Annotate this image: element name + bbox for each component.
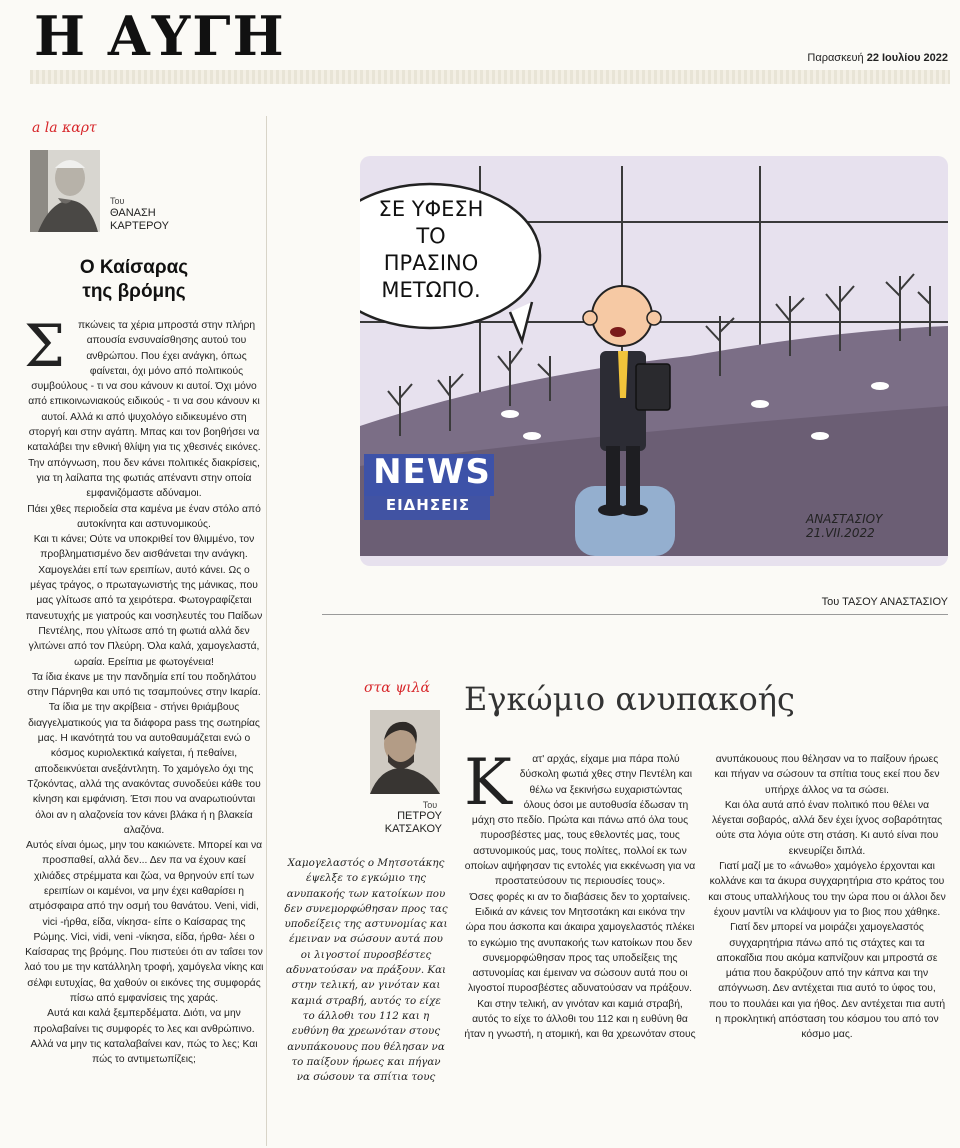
paragraph: Όσες φορές κι αν το διαβάσεις δεν το χορταίνεις. Ειδικά αν κάνεις τον Μητσοτάκη και εικόνα την ώρα που άσκοπα και άκαιρα χαμογελαστός πλέκει το εγκώμιο της ανυπακοής των κατοίκων που δεν συνεμορφώθησαν προς τας υποδείξεις της αστυνομίας και έμειναν να σώσουν αυτά που οι λιγοστοί πυροσβέστες αδυνατούσαν να πράξουν. Και στην τελική, αν γινόταν και καμιά στραβή, αυτός το είχε το άλλοθι του 112 και η ευθύνη θα ήταν η γνωστή, η ατομική, και θα χρεωνόταν στους xyxy=(464,891,696,1041)
section-label-alacarte: a la καρτ xyxy=(32,120,97,136)
signature-date: 21.VII.2022 xyxy=(806,526,875,540)
paragraph: Τα ίδια έκανε με την πανδημία επί του ποδηλάτου στην Πάρνηθα και υπό τις τσαμπούνες στην Ικαρία. Τα ίδια με την ακρίβεια - στήνει θριάμβους διαγγελματικούς για τα διάφορα pass της σωτηρίας μας. Η ικανότητά του να αυτοθαυμάζεται ενώ ο κόσμος κυριολεκτικά καίγεται, ή πεθαίνει, αποδεικνύεται ανεξάντλητη. Το χαμόγελο όχι της Τζοκόντας, αλλά της ανακόντας συνοδεύει κάθε του κίνηση και εμφάνιση. Έτσι που να αναρωτιούνται όλοι αν η αλαζονεία τον κάνει βλάκα ή η βλακεία αλαζόνα. xyxy=(27,671,261,836)
masthead: Η ΑΥΓΗ xyxy=(34,4,286,68)
cartoonist-signature xyxy=(806,512,926,540)
author-photo-karteros xyxy=(30,150,100,232)
article-body-egkomio-col1 xyxy=(464,752,696,1148)
paragraph: ατ' αρχάς, είχαμε μια πάρα πολύ δύσκολη φωτιά χθες στην Πεντέλη και θέλω να ξεκινήσω ευχαριστώντας όλους όσοι με αυτοθυσία έδωσαν τη μάχη στο πεδίο. Πρώτα και πάνω από όλα τους πυροσβέστες μας, τους εθελοντές μας, τους αστυνομικούς μας, τους πολίτες, πολλοί εκ των οποίων αψήφησαν τις εντολές για εκκένωση για να προστατεύσουν τις περιουσίες τους». xyxy=(464,754,696,888)
pull-quote: Χαμογελαστός ο Μητσοτάκης έψελξε το εγκώμιο της ανυπακοής των κατοίκων που δεν συνεμορφώθησαν προς τας υποδείξεις της αστυνομίας και έμειναν να σώσουν αυτά που οι λιγοστοί πυροσβέστες αδυνατούσαν να πράξουν. Και στην τελική, αν γινόταν και καμιά στραβή, αυτός το είχε το άλλοθι του 112 και η ευθύνη θα χρεωνόταν στους ανυπάκουους που θέλησαν να το παίξουν ήρωες και πήγαν να σώσουν τα σπίτια τους xyxy=(284,857,448,1084)
paragraph: Πάει χθες περιοδεία στα καμένα με έναν στόλο από αυτοκίνητα και αστυνομικούς. xyxy=(27,503,261,530)
paragraph: ανυπάκουους που θέλησαν να το παίξουν ήρωες και πήγαν να σώσουν τα σπίτια τους εκεί που δεν υπήρχε άλλος να τα σώσει. xyxy=(714,754,940,796)
author-name-line2: ΚΑΡΤΕΡΟΥ xyxy=(110,220,169,232)
column-divider xyxy=(266,116,267,1146)
author-name-line1: ΘΑΝΑΣΗ xyxy=(110,207,156,219)
section-divider xyxy=(322,614,948,615)
article-title-kaisaras xyxy=(24,256,244,304)
speech-line1: ΣΕ ΥΦΕΣΗ xyxy=(378,197,484,221)
dropcap: Κ xyxy=(464,752,512,820)
author-photo-katsakos xyxy=(370,710,440,794)
title-line1: Ο Καίσαρας xyxy=(79,257,189,278)
credit-prefix: Του xyxy=(821,596,840,608)
article-body-kaisaras xyxy=(24,318,264,1146)
paragraph: Και τι κάνει; Ούτε να υποκριθεί τον θλιμμένο, τον προβληματισμένο δεν αισθάνεται την ανάγκη. Χαμογελάει επί των ερειπίων, αυτό κάνει. Ως ο μέγας τράγος, ο πρωταγωνιστής της μάνικας, που μας γλίτωσε από τα χειρότερα. Φωτογραφίζεται πανευτυχής με γιατρούς και νοσηλευτές του Παίδων Πεντέλης, που γλίτωσε από τη φωτιά αλλά δεν γλιτώνει από τον Πλεύρη. Όλα καλά, χαμογελαστά, ωραία. Ερείπια με φωτογένεια! xyxy=(25,534,263,668)
paragraph: πκώνεις τα χέρια μπροστά στην πλήρη απουσία ενσυναίσθησης αυτού του ανθρώπου. Που έχει ανάγκη, όπως φαίνεται, όχι μόνο από πολιτικούς συμβούλους - τι να σου κάνουν κι αυτοί. Όχι μόνο από επικοινωνιακούς ειδικούς - τι να σου κάνουν κι αυτοί. Αλλά κι από ψυχολόγο ειδικευμένο στη στοργή και στην αγάπη. Μπας και τον βοηθήσει να καταλάβει την εθνική θλίψη για τις χθεσινές εικόνες. Την απόγνωση, που δεν κάνει πολιτικές διακρίσεις, για τη λαίλαπα της φωτιάς απέναντι στην οποία εμφανιζόμαστε αδύναμοι. xyxy=(27,320,261,500)
speech-line3: ΜΕΤΩΠΟ. xyxy=(381,278,481,302)
speech-bubble xyxy=(366,196,496,304)
cartoon-credit xyxy=(822,596,948,608)
credit-name: ΤΑΣΟΥ ΑΝΑΣΤΑΣΙΟΥ xyxy=(842,596,948,608)
section-label-stapsila: στα ψιλά xyxy=(364,680,431,696)
author-prefix: Του xyxy=(110,196,125,206)
paragraph: Αυτά και καλά ξεμπερδέματα. Διότι, να μην προλαβαίνει τις συμφορές το λες και ανθρώπινο. Αλλά να μην τις καταλαβαίνει καν, πώς το λες; Και πώς το αντιμετωπίζεις; xyxy=(30,1008,258,1066)
author-prefix: Του xyxy=(422,800,438,810)
author-name-line1: ΠΕΤΡΟΥ xyxy=(397,810,442,822)
dateline xyxy=(807,52,948,64)
news-sublogo: ΕΙΔΗΣΕΙΣ xyxy=(385,496,471,514)
cartoon xyxy=(360,136,948,586)
paragraph: Γιατί μαζί με το «άνωθο» χαμόγελο έρχονται και κολλάνε και τα άκυρα συγχαρητήρια στο κράτος του και στους υπαλλήλους του την ώρα που οι άλλοι δεν έχουν μαντίλι να κλάψουν για το βιος που χάθηκε. xyxy=(708,861,946,918)
speech-line2: ΤΟ ΠΡΑΣΙΝΟ xyxy=(383,224,479,275)
paragraph: Αυτός είναι όμως, μην του κακιώνετε. Μπορεί και να προσπαθεί, αλλά δεν... Δεν πα να έχουν καεί χιλιάδες στρέμματα και ζώα, να θρηνούν επί των ερειπίων οι καμένοι, να μην έχει καθαρίσει η ατμόσφαιρα από την οσμή του θανάτου. Veni, vidi, vici -ήρθα, είδα, νίκησα- είπε ο Καίσαρας της Ρώμης. Vici, vidi, veni -νίκησα, είδα, ήρθα- λέει ο Καίσαρας της βρόμης. Που πιστεύει ότι αν ταΐσει τον λαό του με την κατάλληλη τροφή, χαμόγελα νίκης και σέλφι ευτυχίας, θα χαθούν οι εικόνες της συμφοράς πίσω από εμφανίσεις της χαράς. xyxy=(24,840,264,1005)
top-rule xyxy=(30,70,950,84)
paragraph: Και όλα αυτά από έναν πολιτικό που θέλει να λέγεται σοβαρός, αλλά δεν έχει ίχνος σοβαρότητας ούτε στα λόγια ούτε στη στάση. Κι αυτό είναι που εκνευρίζει διπλά. xyxy=(711,799,943,857)
date-day: Παρασκευή xyxy=(807,52,864,64)
news-logo: NEWS xyxy=(373,452,491,492)
title-line2: της βρόμης xyxy=(82,281,186,302)
signature-name: ΑΝΑΣΤΑΣΙΟΥ xyxy=(806,512,883,526)
paragraph: Γιατί δεν μπορεί να μοιράζει χαμογελαστός συγχαρητήρια πάνω από τις στάχτες και τα αποκαΐδια που ακόμα καπνίζουν και μπροστά σε μάτια που δακρύζουν από την κάπνα και την απόγνωση. Δεν αντέχεται πια αυτό το ύφος του, που το πουλάει και για ήθος. Δεν αντέχεται πια αυτή η προκλητική απόσταση του κόσμου του από τον κόσμο μας. xyxy=(708,922,946,1041)
author-name-line2: ΚΑΤΣΑΚΟΥ xyxy=(384,823,442,835)
date-date: 22 Ιουλίου 2022 xyxy=(866,52,948,64)
dropcap: Σ xyxy=(24,318,66,380)
article-body-egkomio-col2 xyxy=(708,752,946,1148)
article-title-egkomio: Εγκώμιο ανυπακοής xyxy=(464,680,795,718)
